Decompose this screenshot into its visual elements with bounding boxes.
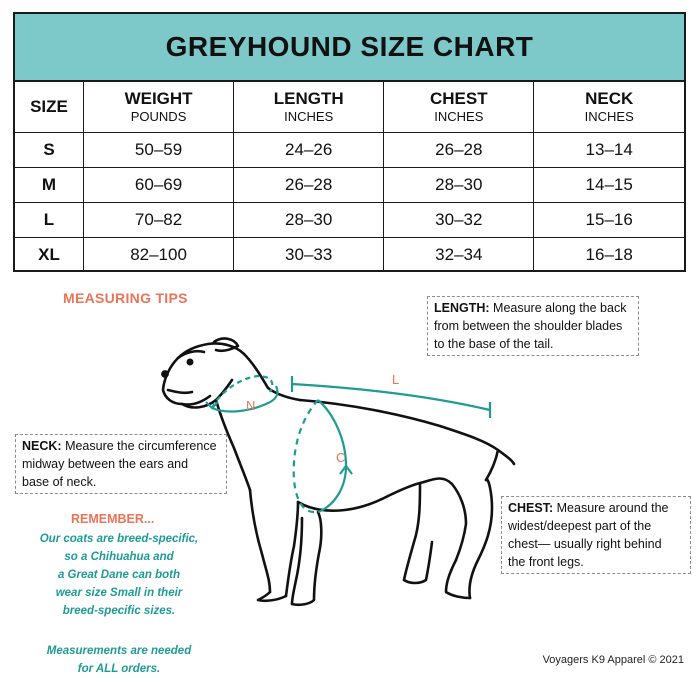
chest-tip-line: chest— usually right behind bbox=[508, 537, 662, 551]
length-cell: 24–26 bbox=[234, 133, 384, 168]
neck-column-header bbox=[534, 82, 684, 133]
chest-tip-line: Measure around the bbox=[553, 501, 669, 515]
length-measure-line bbox=[292, 376, 490, 418]
size-column-header: SIZE bbox=[15, 82, 84, 133]
length-cell: 30–33 bbox=[234, 238, 384, 273]
orders-note-line: Measurements are needed bbox=[46, 645, 192, 657]
column-label: NECK bbox=[585, 89, 634, 108]
neck-tip-callout bbox=[15, 434, 227, 494]
remember-line: breed-specific sizes. bbox=[62, 605, 176, 617]
size-cell: S bbox=[15, 133, 84, 168]
length-tip-line: from between the shoulder blades bbox=[434, 319, 623, 333]
column-label: LENGTH bbox=[273, 89, 344, 108]
neck-cell: 15–16 bbox=[534, 203, 684, 238]
length-cell: 28–30 bbox=[234, 203, 384, 238]
chest-tip-line: widest/deepest part of the bbox=[508, 519, 652, 533]
column-unit: INCHES bbox=[584, 109, 634, 124]
weight-cell: 82–100 bbox=[84, 238, 234, 273]
size-chart bbox=[13, 12, 686, 272]
chest-cell: 30–32 bbox=[384, 203, 534, 238]
weight-cell: 70–82 bbox=[84, 203, 234, 238]
weight-column-header bbox=[84, 82, 234, 133]
column-label: CHEST bbox=[430, 89, 488, 108]
neck-tip-label: NECK: bbox=[22, 439, 62, 453]
length-column-header bbox=[234, 82, 384, 133]
chest-cell: 26–28 bbox=[384, 133, 534, 168]
remember-line: so a Chihuahua and bbox=[64, 551, 174, 563]
remember-line: wear size Small in their bbox=[55, 587, 183, 599]
chest-tip-line: the front legs. bbox=[508, 555, 584, 569]
copyright-footer: Voyagers K9 Apparel © 2021 bbox=[542, 654, 684, 666]
table-row bbox=[15, 203, 684, 238]
chest-marker: C bbox=[336, 450, 346, 465]
chest-column-header bbox=[384, 82, 534, 133]
length-tip-label: LENGTH: bbox=[434, 301, 490, 315]
column-unit: POUNDS bbox=[130, 109, 187, 124]
length-cell: 26–28 bbox=[234, 168, 384, 203]
remember-line: Our coats are breed-specific, bbox=[39, 533, 199, 545]
neck-tip-line: Measure the circumference bbox=[61, 439, 217, 453]
orders-note bbox=[25, 642, 213, 678]
column-unit: INCHES bbox=[434, 109, 484, 124]
weight-cell: 50–59 bbox=[84, 133, 234, 168]
chest-cell: 32–34 bbox=[384, 238, 534, 273]
size-cell: XL bbox=[15, 238, 84, 273]
neck-cell: 14–15 bbox=[534, 168, 684, 203]
table-header-row bbox=[15, 82, 684, 133]
size-cell: M bbox=[15, 168, 84, 203]
length-tip-line: Measure along the back bbox=[489, 301, 627, 315]
size-table bbox=[15, 82, 684, 272]
table-row bbox=[15, 168, 684, 203]
remember-line: a Great Dane can both bbox=[57, 569, 181, 581]
column-unit: INCHES bbox=[284, 109, 334, 124]
measuring-tips-heading: MEASURING TIPS bbox=[63, 290, 188, 306]
size-cell: L bbox=[15, 203, 84, 238]
neck-tip-line: midway between the ears and bbox=[22, 457, 189, 471]
remember-heading: REMEMBER... bbox=[71, 512, 155, 526]
remember-text bbox=[25, 530, 213, 620]
table-row bbox=[15, 133, 684, 168]
neck-marker: N bbox=[246, 398, 256, 413]
length-marker: L bbox=[392, 372, 400, 387]
chest-tip-label: CHEST: bbox=[508, 501, 554, 515]
table-row bbox=[15, 238, 684, 273]
neck-cell: 16–18 bbox=[534, 238, 684, 273]
orders-note-line: for ALL orders. bbox=[77, 663, 161, 675]
length-tip-callout bbox=[427, 296, 639, 356]
column-label: WEIGHT bbox=[124, 89, 193, 108]
chest-tip-callout bbox=[501, 496, 691, 574]
chest-cell: 28–30 bbox=[384, 168, 534, 203]
neck-cell: 13–14 bbox=[534, 133, 684, 168]
length-tip-line: to the base of the tail. bbox=[434, 337, 554, 351]
neck-tip-line: base of neck. bbox=[22, 475, 97, 489]
chart-title: GREYHOUND SIZE CHART bbox=[15, 14, 684, 82]
weight-cell: 60–69 bbox=[84, 168, 234, 203]
